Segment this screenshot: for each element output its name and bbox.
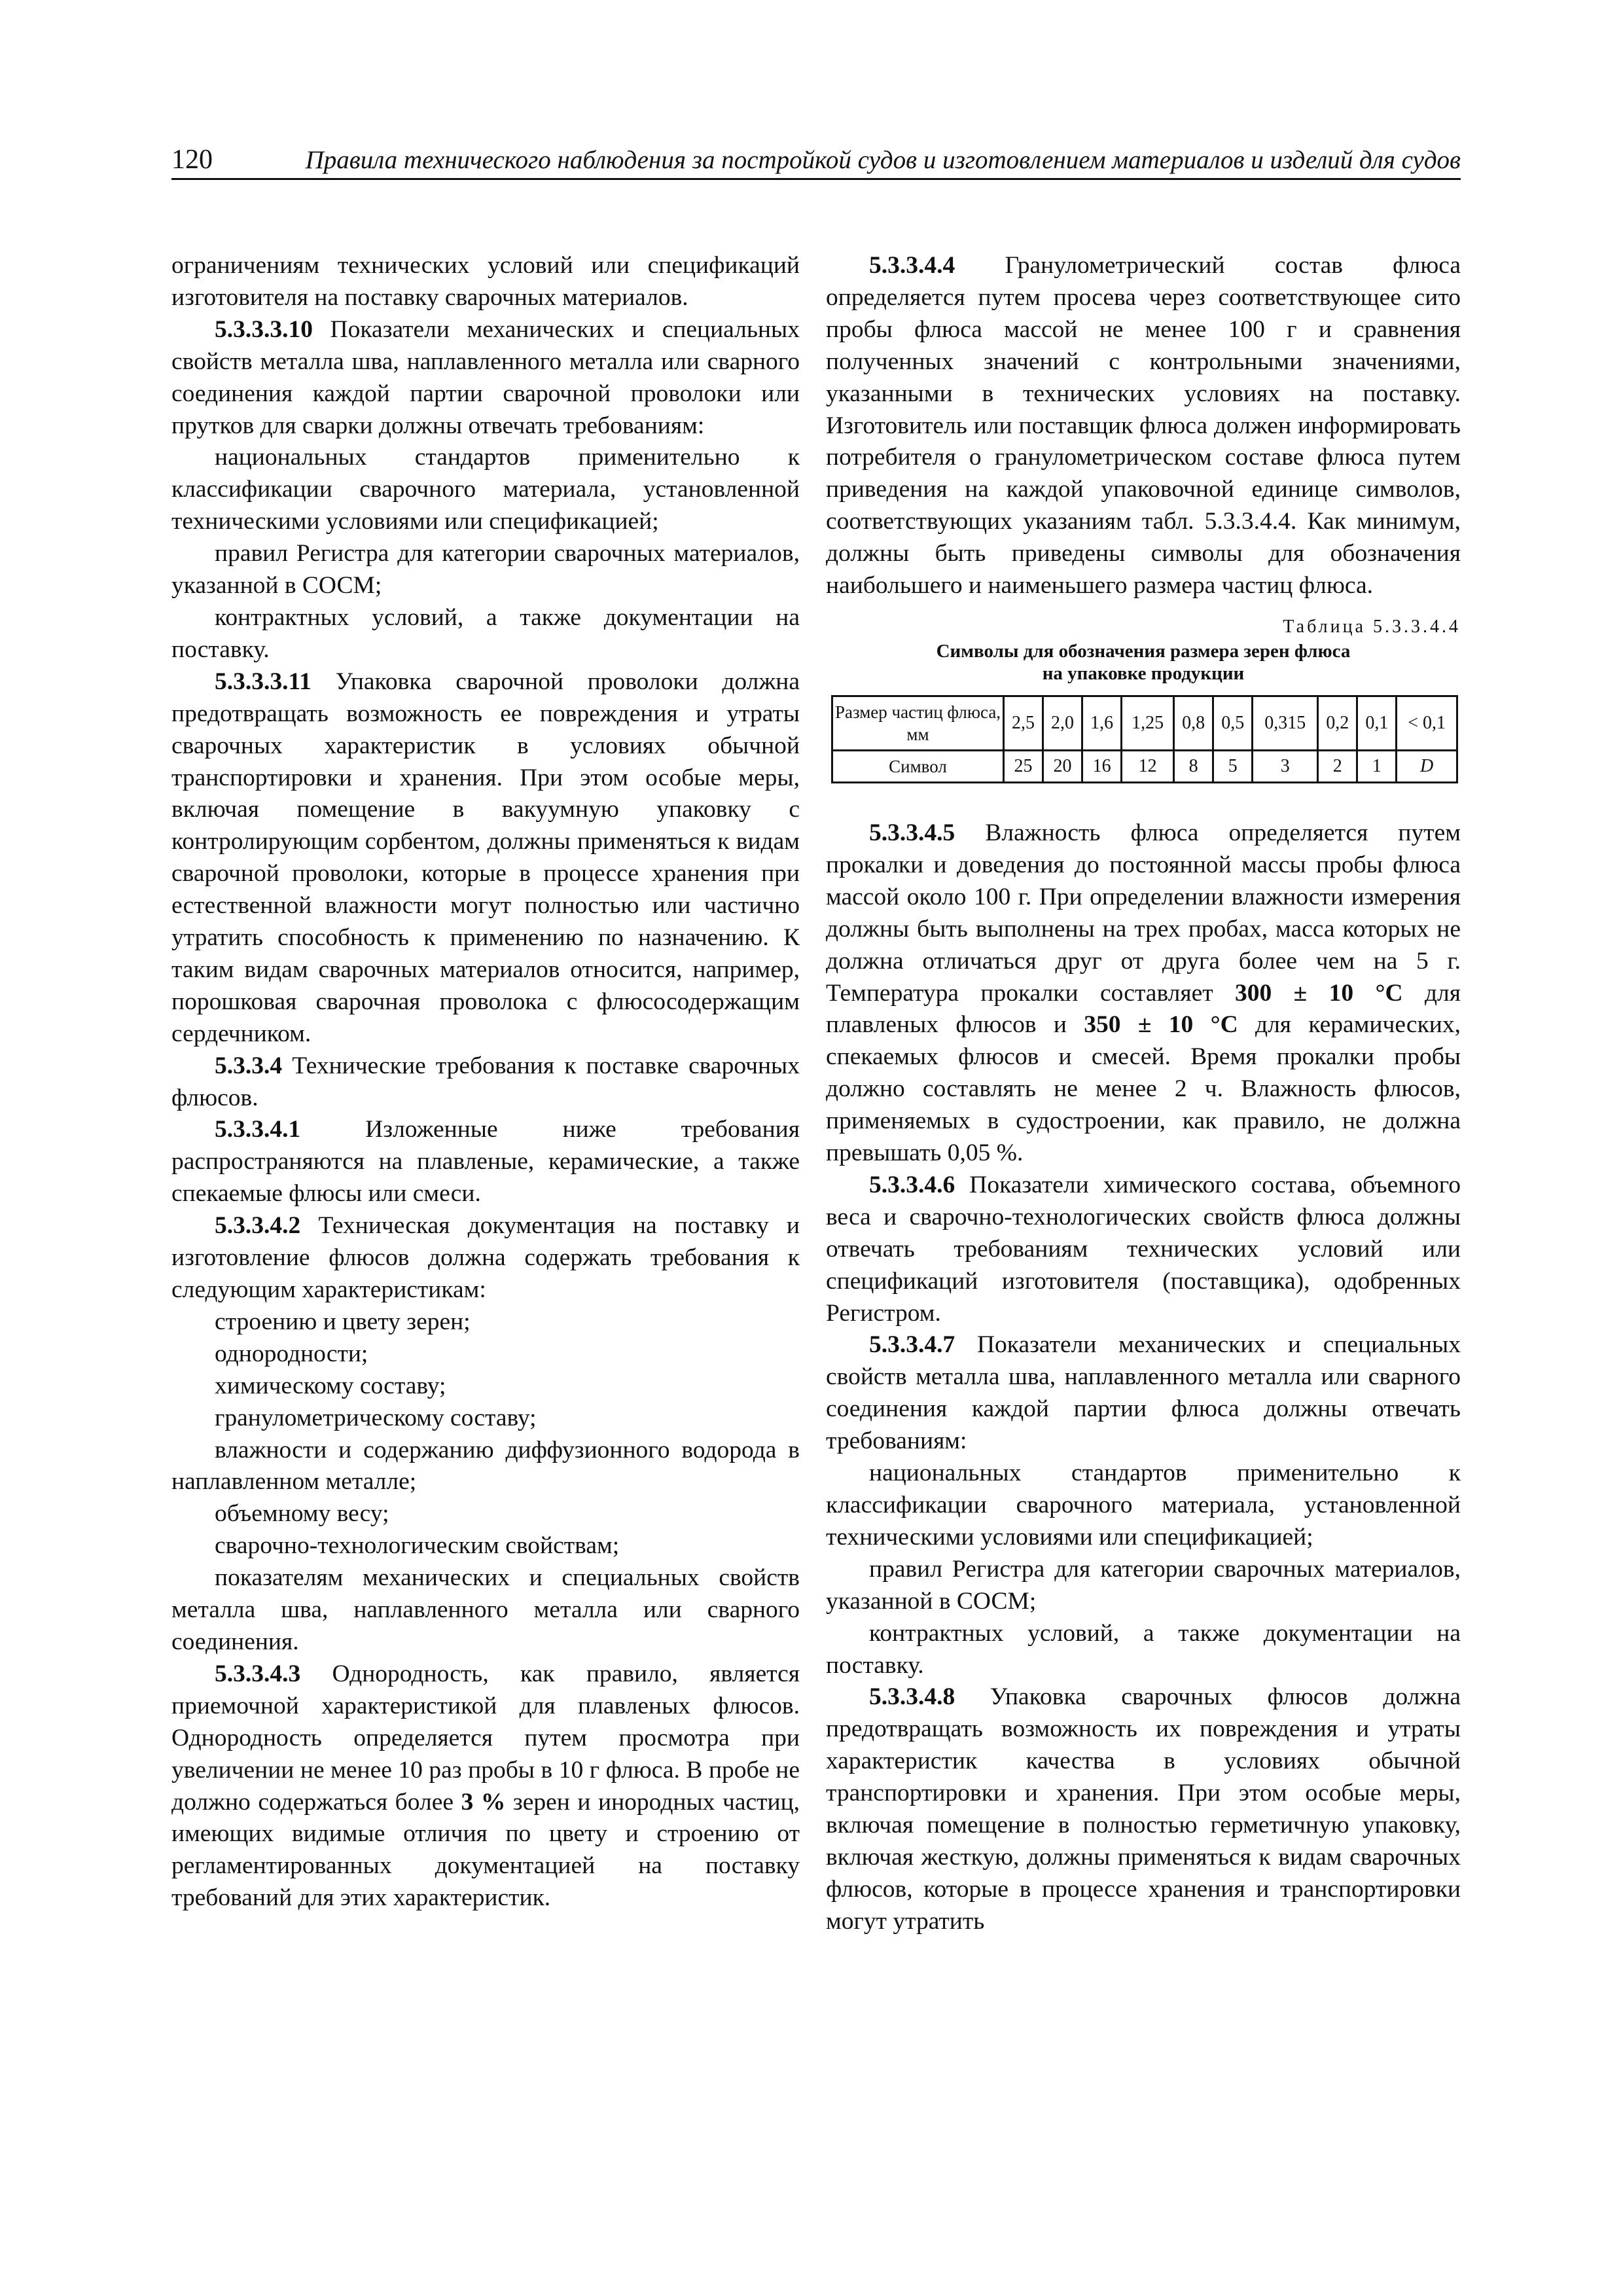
table-cell: 12 (1122, 750, 1174, 782)
paragraph-text: Гранулометрический состав флюса определяется путем просева через соответствующее сито пробы флюса массой не менее 100 г и сравнения полученных значений с контрольными значениями, указанными в технических условиях на поставку. Изготовитель или поставщик флюса должен информировать потребителя о гранулометрическом составе флюса путем приведения на каждой упаковочной единице символов, соответствующих указаниям табл. 5.3.3.4.4. Как минимум, должны быть приведены символы для обозначения наибольшего и наименьшего размера частиц флюса. (826, 252, 1461, 600)
table-title-line: на упаковке продукции (1042, 662, 1245, 684)
table-cell: 20 (1043, 750, 1082, 782)
paragraph-5-3-3-4-5 (826, 817, 1461, 1170)
paragraph-text: Технические требования к поставке сварочных флюсов. (171, 1052, 800, 1111)
paragraph-5-3-3-4-4 (826, 250, 1461, 602)
table-cell: D (1397, 750, 1457, 782)
clause-number: 5.3.3.4.1 (215, 1116, 301, 1143)
table-cell: 16 (1082, 750, 1122, 782)
paragraph-text: Упаковка сварочных флюсов должна предотвращать возможность их повреждения и утраты характеристик качества в условиях обычной транспортировки и хранения. При этом особые меры, включая помещение в полностью герметичную упаковку, включая жесткую, должны применяться к видам сварочных флюсов, которые в процессе хранения и транспортировки могут утратить (826, 1683, 1461, 1935)
clause-number: 5.3.3.4.8 (869, 1683, 955, 1711)
paragraph-5-3-3-4-8 (826, 1681, 1461, 1937)
paragraph-text: Однородность, как правило, является приемочной характеристикой для плавленых флюсов. Однородность определяется путем просмотра при увеличении не менее 10 раз пробы в 10 г флюса. В пробе не должно содержаться более (171, 1660, 800, 1816)
clause-number: 5.3.3.4.2 (215, 1212, 301, 1240)
table-cell: 2,5 (1004, 696, 1043, 750)
list-item: контрактных условий, а также документации на поставку. (171, 603, 800, 663)
right-column (826, 250, 1461, 1938)
table-title-line: Символы для обозначения размера зерен флюса (936, 640, 1351, 662)
clause-number: 5.3.3.4.3 (215, 1660, 301, 1687)
row-header: Размер частиц флюса, мм (832, 696, 1004, 750)
table-cell: 25 (1004, 750, 1043, 782)
paragraph-text: Показатели механических и специальных свойств металла шва, наплавленного металла или сварного соединения каждой партии флюса должны отвечать требованиям: (826, 1331, 1461, 1455)
table-cell: 2,0 (1043, 696, 1082, 750)
clause-number: 5.3.3.4 (215, 1052, 283, 1079)
paragraph-5-3-3-4-7 (826, 1329, 1461, 1458)
list-item: химическому составу; (215, 1372, 446, 1399)
grain-size-table (831, 695, 1458, 783)
row-header: Символ (832, 750, 1004, 782)
list-item: объемному весу; (215, 1500, 389, 1528)
paragraph-5-3-3-4-2 (171, 1210, 800, 1306)
paragraph-5-3-3-4-1 (171, 1114, 800, 1210)
table-cell: 3 (1253, 750, 1318, 782)
paragraph-text: Показатели химического состава, объемного веса и сварочно-технологических свойств флюса должны отвечать требованиям технических условий или спецификаций изготовителя (поставщика), одобренных Регистром. (826, 1171, 1461, 1327)
list-item: показателям механических и специальных свойств металла шва, наплавленного металла или сварного соединения. (171, 1564, 800, 1655)
table-cell: 1 (1357, 750, 1397, 782)
table-cell: 8 (1174, 750, 1213, 782)
table-cell: 0,1 (1357, 696, 1397, 750)
list-item: влажности и содержанию диффузионного водорода в наплавленном металле; (171, 1436, 800, 1496)
table-cell: 0,315 (1253, 696, 1318, 750)
paragraph-text: Техническая документация на поставку и изготовление флюсов должна содержать требования к следующим характеристикам: (171, 1212, 800, 1303)
paragraph-5-3-3-4-3 (171, 1659, 800, 1914)
page-number: 120 (171, 145, 213, 175)
paragraph-text: Показатели механических и специальных свойств металла шва, наплавленного металла или сварного соединения каждой партии сварочной проволоки или прутков для сварки должны отвечать требованиям: (171, 315, 800, 439)
bold-value: 350 ± 10 °С (1084, 1011, 1238, 1039)
running-title: Правила технического наблюдения за постройкой судов и изготовлением материалов и изделий для судов (305, 146, 1461, 174)
list-item: национальных стандартов применительно к классификации сварочного материала, установленной техническими условиями или спецификацией; (826, 1460, 1461, 1551)
paragraph: ограничениям технических условий или спецификаций изготовителя на поставку сварочных материалов. (171, 252, 800, 311)
left-column (171, 250, 800, 1914)
list-item: однородности; (215, 1340, 368, 1367)
list-item: контрактных условий, а также документации на поставку. (826, 1619, 1461, 1679)
table-cell: 1,25 (1122, 696, 1174, 750)
table-cell: 0,8 (1174, 696, 1213, 750)
table-title (826, 640, 1461, 685)
paragraph-5-3-3-3-10 (171, 314, 800, 442)
paragraph-text: для плавленых флюсов и (826, 979, 1461, 1039)
paragraph-text: Упаковка сварочной проволоки должна предотвращать возможность ее повреждения и утраты сварочных характеристик в условиях обычной транспортировки и хранения. При этом особые меры, включая помещение в вакуумную упаковку с контролирующим сорбентом, должны применяться к видам сварочной проволоки, которые в процессе хранения при естественной влажности могут полностью или частично утратить способность к применению по назначению. К таким видам сварочных материалов относится, например, порошковая сварочная проволока с флюсосодержащим сердечником. (171, 668, 800, 1047)
list-item: национальных стандартов применительно к классификации сварочного материала, установленной техническими условиями или спецификацией; (171, 444, 800, 535)
list-item: строению и цвету зерен; (215, 1308, 471, 1335)
paragraph-5-3-3-3-11 (171, 666, 800, 1050)
table-row (832, 750, 1457, 782)
table-cell: 2 (1318, 750, 1357, 782)
table-caption: Таблица 5.3.3.4.4 (1283, 616, 1461, 637)
clause-number: 5.3.3.4.7 (869, 1331, 955, 1359)
clause-number: 5.3.3.4.6 (869, 1171, 955, 1198)
paragraph-5-3-3-4-6 (826, 1170, 1461, 1330)
table-row (832, 696, 1457, 750)
bold-value: 3 % (461, 1788, 506, 1816)
paragraph-text: Изложенные ниже требования распространяются на плавленые, керамические, а также спекаемые флюсы или смеси. (171, 1116, 800, 1208)
table-cell: 0,2 (1318, 696, 1357, 750)
table-cell: 0,5 (1213, 696, 1253, 750)
paragraph-5-3-3-4 (171, 1050, 800, 1115)
paragraph-text: Влажность флюса определяется путем прокалки и доведения до постоянной массы пробы флюса массой около 100 г. При определении влажности измерения должны быть выполнены на трех пробах, масса которых не должна отличаться друг от друга более чем на 5 г. Температура прокалки составляет (826, 819, 1461, 1007)
table-cell: 5 (1213, 750, 1253, 782)
paragraph-text: зерен и инородных частиц, имеющих видимые отличия по цвету и строению от регламентированных документацией на поставку требований для этих характеристик. (171, 1788, 800, 1912)
page-header (171, 143, 1461, 180)
list-item: правил Регистра для категории сварочных материалов, указанной в СОСМ; (171, 540, 800, 600)
table-cell: < 0,1 (1397, 696, 1457, 750)
list-item: сварочно-технологическим свойствам; (215, 1532, 620, 1560)
clause-number: 5.3.3.4.5 (869, 819, 955, 846)
clause-number: 5.3.3.4.4 (869, 252, 955, 279)
list-item: правил Регистра для категории сварочных материалов, указанной в СОСМ; (826, 1555, 1461, 1615)
bold-value: 300 ± 10 °С (1235, 979, 1403, 1007)
paragraph-text: для керамических, спекаемых флюсов и смесей. Время прокалки пробы должно составлять не менее 2 ч. Влажность флюсов, применяемых в судостроении, как правило, не должна превышать 0,05 %. (826, 1011, 1461, 1167)
clause-number: 5.3.3.3.11 (215, 668, 312, 695)
list-item: гранулометрическому составу; (215, 1404, 537, 1431)
table-cell: 1,6 (1082, 696, 1122, 750)
clause-number: 5.3.3.3.10 (215, 315, 313, 343)
